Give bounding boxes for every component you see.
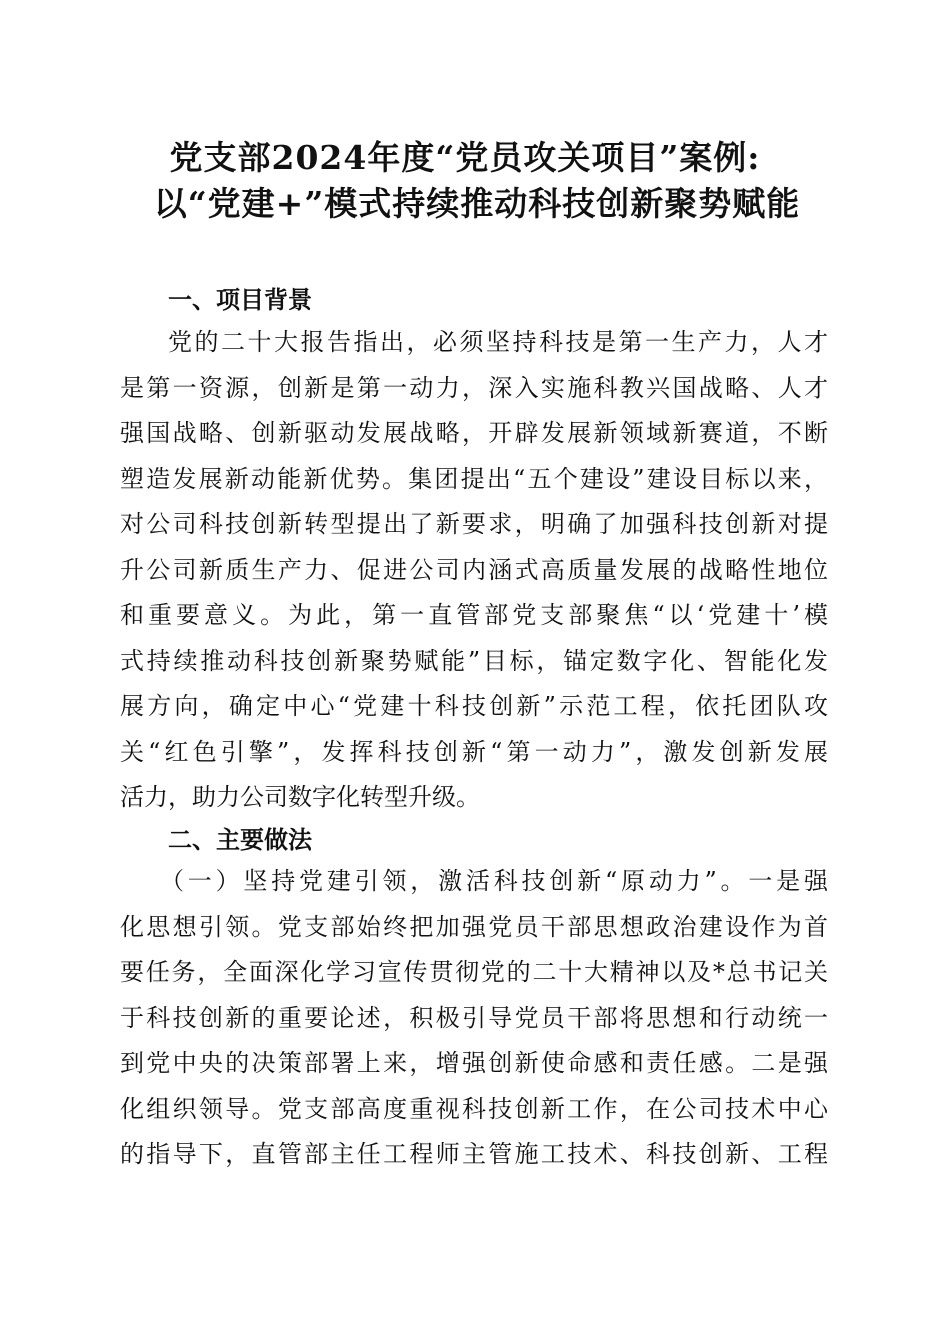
paragraph-line: 是第一资源，创新是第一动力，深入实施科教兴国战略、人才 bbox=[120, 374, 828, 402]
paragraph-line: 展方向，确定中心“党建十科技创新”示范工程，依托团队攻 bbox=[120, 692, 828, 720]
paragraph-line: 于科技创新的重要论述，积极引导党员干部将思想和行动统一 bbox=[120, 1004, 828, 1032]
paragraph-line: 塑造发展新动能新优势。集团提出“五个建设”建设目标以来， bbox=[120, 465, 828, 493]
paragraph-line: 活力，助力公司数字化转型升级。 bbox=[120, 783, 480, 811]
section-heading-background: 一、项目背景 bbox=[168, 286, 312, 314]
document-title-line-2: 以“党建+”模式持续推动科技创新聚势赋能 bbox=[153, 184, 801, 223]
paragraph-line: 要任务，全面深化学习宣传贯彻党的二十大精神以及*总书记关 bbox=[120, 958, 828, 986]
paragraph-line: 强国战略、创新驱动发展战略，开辟发展新领域新赛道，不断 bbox=[120, 419, 828, 447]
paragraph-line: （一）坚持党建引领，激活科技创新“原动力”。一是强 bbox=[160, 867, 828, 895]
paragraph-line: 对公司科技创新转型提出了新要求，明确了加强科技创新对提 bbox=[120, 510, 828, 538]
paragraph-line: 的指导下，直管部主任工程师主管施工技术、科技创新、工程 bbox=[120, 1140, 828, 1168]
paragraph-line: 到党中央的决策部署上来，增强创新使命感和责任感。二是强 bbox=[120, 1049, 828, 1077]
paragraph-line: 升公司新质生产力、促进公司内涵式高质量发展的战略性地位 bbox=[120, 556, 828, 584]
document-title-line-1: 党支部2024年度“党员攻关项目”案例: bbox=[169, 138, 761, 177]
paragraph-line: 化组织领导。党支部高度重视科技创新工作，在公司技术中心 bbox=[120, 1095, 828, 1123]
paragraph-line: 式持续推动科技创新聚势赋能”目标，锚定数字化、智能化发 bbox=[120, 647, 828, 675]
section-heading-main-practices: 二、主要做法 bbox=[168, 826, 312, 854]
paragraph-line: 关“红色引擎”，发挥科技创新“第一动力”，激发创新发展 bbox=[120, 738, 828, 766]
paragraph-line: 党的二十大报告指出，必须坚持科技是第一生产力，人才 bbox=[168, 328, 828, 356]
paragraph-line: 和重要意义。为此，第一直管部党支部聚焦“以‘党建十’模 bbox=[120, 601, 828, 629]
paragraph-line: 化思想引领。党支部始终把加强党员干部思想政治建设作为首 bbox=[120, 913, 828, 941]
